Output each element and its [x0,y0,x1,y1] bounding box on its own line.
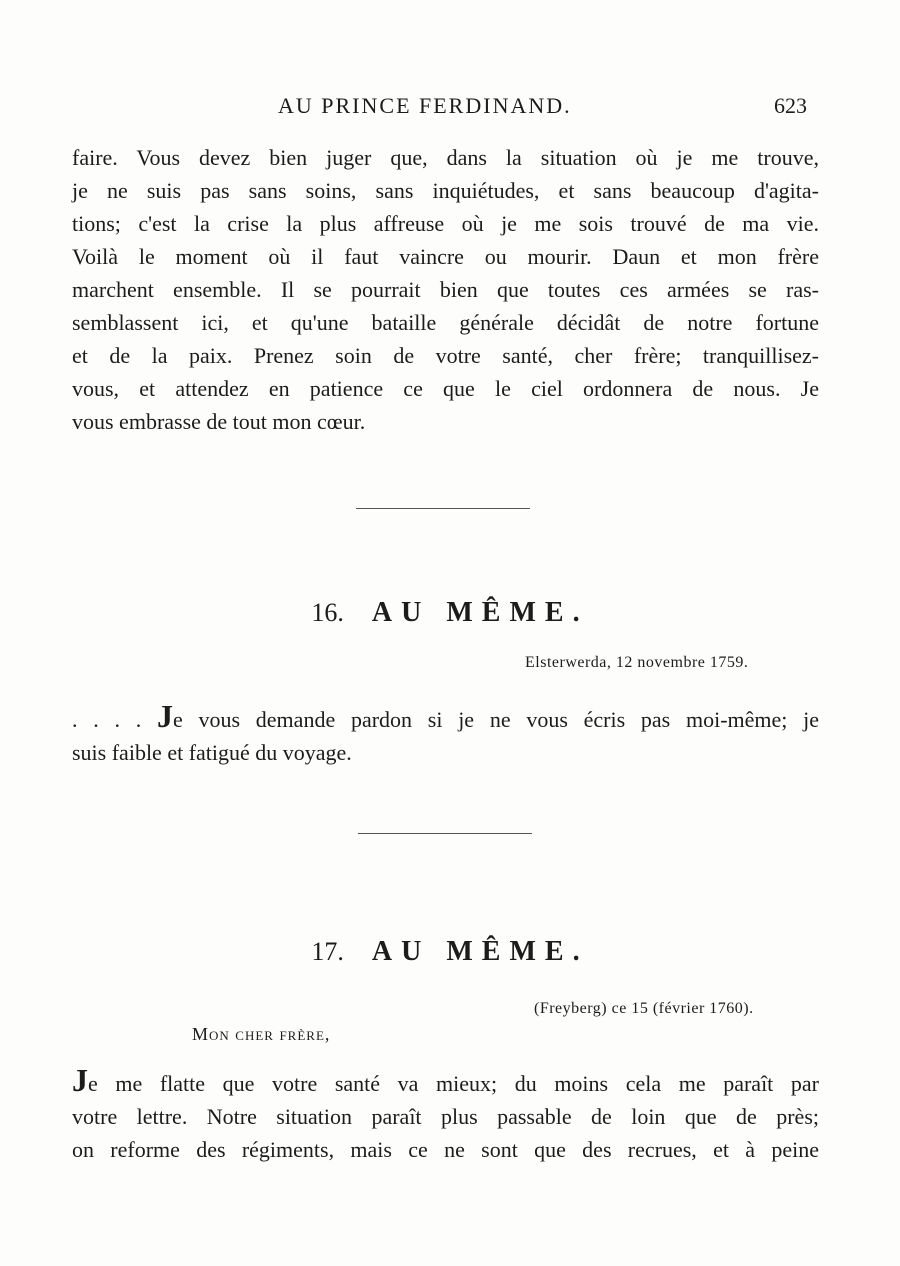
text-line: vous, et attendez en patience ce que le ciel ordonnera de nous. Je [72,376,819,401]
letter-heading [0,597,900,629]
text-line: votre lettre. Notre situation paraît plus passable de loin que de près; [72,1104,819,1129]
ellipsis-lead: . . . . [72,707,157,732]
letter-number: 16. [311,598,344,627]
text-line [72,700,819,736]
text-run: e vous demande pardon si je ne vous écris pas moi-même; je [172,707,820,732]
letter-body [72,700,819,769]
dateline: Elsterwerda, 12 novembre 1759. [525,654,749,671]
page-number: 623 [774,93,807,118]
text-line: marchent ensemble. Il se pourrait bien que toutes ces armées se ras- [72,277,819,302]
text-line: tions; c'est la crise la plus affreuse où je me sois trouvé de ma vie. [72,211,819,236]
running-head [0,93,900,123]
text-line: suis faible et fatigué du voyage. [72,740,352,765]
dateline: (Freyberg) ce 15 (février 1760). [534,1000,754,1017]
text-line: on reforme des régiments, mais ce ne sont que des recrues, et à peine [72,1137,819,1162]
section-divider [356,508,530,509]
text-run: e me flatte que votre santé va mieux; du moins cela me paraît par [88,1071,819,1096]
text-line: vous embrasse de tout mon cœur. [72,409,366,434]
text-line: faire. Vous devez bien juger que, dans la situation où je me trouve, [72,145,819,170]
section-divider [358,833,532,834]
letter-heading [0,936,900,968]
letter-body [72,1064,819,1166]
letter-title: AU MÊME. [371,597,589,628]
drop-cap: J [156,698,173,734]
running-title: AU PRINCE FERDINAND. [278,93,572,118]
salutation: Mon cher frère, [192,1024,331,1044]
text-line: et de la paix. Prenez soin de votre santé, cher frère; tranquillisez- [72,343,819,368]
text-line [72,1064,819,1100]
text-line: je ne suis pas sans soins, sans inquiétudes, et sans beaucoup d'agita- [72,178,819,203]
letter-number: 17. [311,937,344,966]
letter-title: AU MÊME. [371,936,589,967]
drop-cap: J [72,1062,88,1098]
text-line: semblassent ici, et qu'une bataille générale décidât de notre fortune [72,310,819,335]
continuation-paragraph [72,141,819,438]
text-line: Voilà le moment où il faut vaincre ou mourir. Daun et mon frère [72,244,819,269]
